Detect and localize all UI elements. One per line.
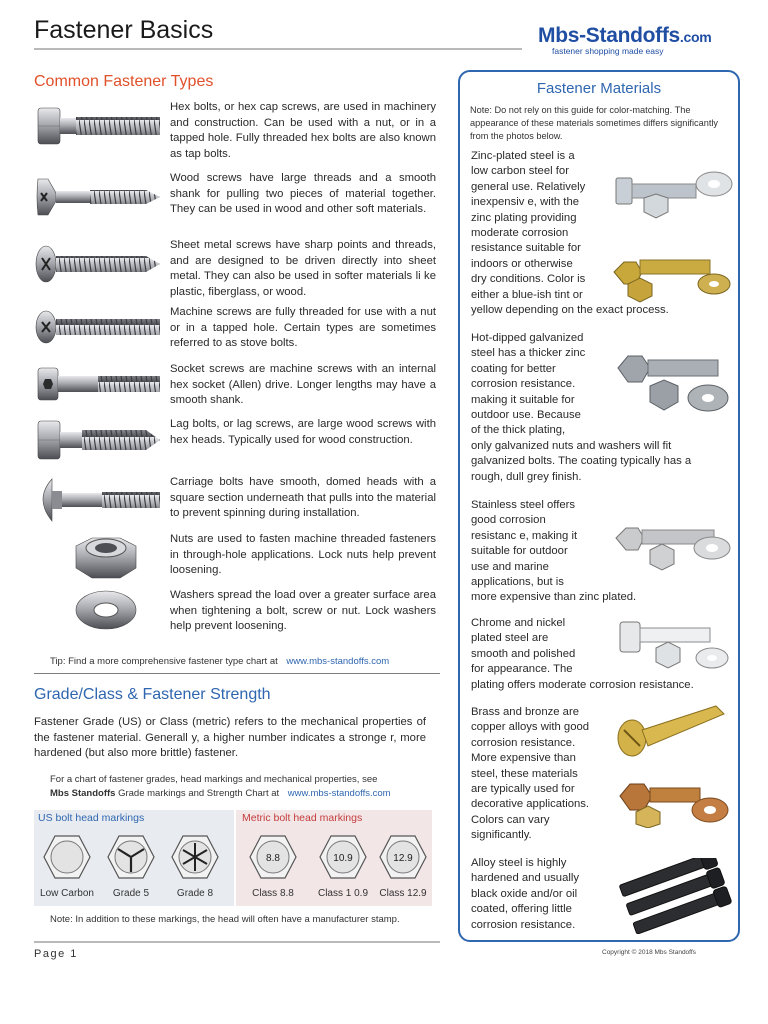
class-8-8-head-icon bbox=[248, 834, 298, 880]
text-line: corrosion resistance. bbox=[471, 918, 576, 931]
text-line: More expensive than bbox=[471, 752, 576, 765]
text-line: are typically used for bbox=[471, 783, 575, 796]
wood-screw-icon bbox=[34, 171, 164, 221]
carriage-bolt-icon bbox=[34, 475, 164, 525]
text-line: yellow depending on the exact process. bbox=[471, 304, 669, 317]
brand-name: Mbs-Standoffs bbox=[538, 24, 680, 47]
materials-heading: Fastener Materials bbox=[536, 80, 662, 97]
text-line: general use. Relatively bbox=[471, 180, 586, 193]
text-line: coating for better bbox=[471, 362, 556, 375]
text-line: more expensive than zinc plated. bbox=[471, 591, 637, 604]
head-marking: 12.9 bbox=[393, 853, 413, 864]
text-line: Brass and bronze are bbox=[471, 706, 580, 718]
fastener-description: Washers spread the load over a greater surface area when tightening a bolt, screw or nut. Lock washers help prevent loosening. bbox=[170, 589, 436, 633]
class-12-9-head-icon bbox=[378, 834, 428, 880]
fastener-description: Machine screws are fully threaded for use with a nut or in a tapped hole. Certain types are sometimes referred to as stove bolts. bbox=[170, 306, 436, 350]
text-line: zinc plating providing bbox=[471, 211, 577, 224]
text-line: either a blue-ish tint or bbox=[471, 288, 583, 301]
stainless-hardware-photo bbox=[610, 508, 735, 578]
head-caption: Grade 5 bbox=[112, 888, 150, 899]
fastener-description: Socket screws are machine screws with an internal hex socket (Allen) drive. Longer lengths may have a smooth shank. bbox=[170, 363, 436, 407]
head-caption: Class 1 0.9 bbox=[317, 888, 369, 899]
page-title: Fastener Basics bbox=[34, 16, 214, 44]
metric-markings-label: Metric bolt head markings bbox=[242, 812, 363, 824]
zinc-hardware-photo bbox=[610, 160, 735, 230]
tip-text: Tip: Find a more comprehensive fastener type chart at bbox=[50, 656, 278, 667]
text-line: black oxide and/or oil bbox=[471, 887, 578, 900]
text-line: inexpensiv e, with the bbox=[471, 196, 580, 209]
text-line: decorative applications. bbox=[471, 798, 590, 811]
tip-link[interactable]: www.mbs-standoffs.com bbox=[286, 656, 390, 667]
text-line: good corrosion bbox=[471, 514, 546, 527]
text-line: moderate corrosion bbox=[471, 227, 569, 240]
copyright-text: Copyright © 2018 Mbs Standoffs bbox=[602, 949, 696, 956]
text-line: outdoor use. Because bbox=[471, 409, 581, 422]
bronze-hardware-photo bbox=[612, 768, 734, 828]
text-line: indoors or otherwise bbox=[471, 257, 573, 270]
text-line: smooth and polished bbox=[471, 647, 576, 660]
fastener-description: Sheet metal screws have sharp points and threads, and are designed to be driven directly into sheet metal. They can also be used in softer materials li ke plastic, fiberglass, or wood. bbox=[170, 239, 436, 298]
low-carbon-head-icon bbox=[42, 834, 92, 880]
head-caption: Class 8.8 bbox=[252, 888, 294, 899]
galvanized-hardware-photo bbox=[612, 338, 734, 426]
text-line: suitable for outdoor bbox=[471, 545, 568, 558]
text-line: Stainless steel offers bbox=[471, 499, 576, 511]
yellow-zinc-hardware-photo bbox=[610, 238, 735, 308]
page-number: Page 1 bbox=[34, 948, 78, 960]
text-line: Zinc-plated steel is a bbox=[471, 150, 575, 162]
chart-note-line2 bbox=[50, 787, 430, 801]
chart-note-text: Grade markings and Strength Chart at bbox=[118, 788, 280, 799]
brand-tagline: fastener shopping made easy bbox=[552, 46, 664, 56]
text-line: Alloy steel is highly bbox=[471, 857, 567, 869]
head-caption: Low Carbon bbox=[40, 888, 94, 899]
footer-divider bbox=[34, 941, 440, 943]
text-line: corrosion resistance. bbox=[471, 378, 576, 391]
fastener-description: Wood screws have large threads and a smooth shank for pulling two pieces of material together. They can be used in wood and other soft materials. bbox=[170, 172, 436, 216]
title-divider bbox=[34, 48, 522, 50]
text-line: only galvanized nuts and washers will fit bbox=[471, 439, 672, 452]
text-line: steel, these materials bbox=[471, 767, 578, 780]
grade-5-head-icon bbox=[106, 834, 156, 880]
text-line: Colors can vary bbox=[471, 813, 550, 826]
fastener-row bbox=[34, 238, 438, 298]
fastener-description: Nuts are used to fasten machine threaded fasteners in through-hole applications. Lock nuts help prevent loosening. bbox=[170, 533, 436, 577]
text-line: for appearance. The bbox=[471, 663, 573, 676]
hex-nut-icon bbox=[34, 532, 164, 582]
fastener-row bbox=[34, 475, 438, 530]
chrome-hardware-photo bbox=[612, 608, 734, 678]
grade-8-head-icon bbox=[170, 834, 220, 880]
washer-icon bbox=[34, 588, 164, 638]
text-line: significantly. bbox=[471, 829, 532, 842]
machine-screw-icon bbox=[34, 305, 164, 355]
text-line: galvanized bolts. The coating typically has a bbox=[471, 455, 692, 468]
text-line: plated steel are bbox=[471, 632, 549, 645]
fastener-row bbox=[34, 417, 438, 467]
materials-note: Note: Do not rely on this guide for color-matching. The appearance of these materials sometimes differs significantly from the photos below. bbox=[470, 105, 719, 141]
text-line: coated, offering little bbox=[471, 903, 572, 916]
class-10-9-head-icon bbox=[318, 834, 368, 880]
head-caption: Class 12.9 bbox=[379, 888, 427, 899]
chart-note-link[interactable]: www.mbs-standoffs.com bbox=[287, 788, 391, 799]
markings-note: Note: In addition to these markings, the head will often have a manufacturer stamp. bbox=[50, 914, 400, 925]
brand-tld: .com bbox=[679, 29, 712, 45]
text-line: of the thick plating, bbox=[471, 424, 566, 437]
text-line: Hot-dipped galvanized bbox=[471, 332, 584, 344]
fastener-description: Carriage bolts have smooth, domed heads with a square section underneath that pulls into the material to prevent spinning during installation. bbox=[170, 476, 436, 520]
grade-heading: Grade/Class & Fastener Strength bbox=[34, 686, 271, 703]
brand-logo[interactable] bbox=[538, 24, 711, 48]
socket-screw-icon bbox=[34, 362, 164, 412]
text-line: making it suitable for bbox=[471, 393, 575, 406]
fastener-row bbox=[34, 362, 438, 412]
text-line: rough, dull grey finish. bbox=[471, 470, 582, 483]
text-line: low carbon steel for bbox=[471, 165, 569, 178]
fastener-row bbox=[34, 100, 438, 160]
alloy-steel-hardware-photo bbox=[612, 858, 734, 934]
text-line: plating offers moderate corrosion resistance. bbox=[471, 678, 694, 691]
head-caption: Grade 8 bbox=[176, 888, 214, 899]
section-divider bbox=[34, 673, 440, 674]
text-line: Chrome and nickel bbox=[471, 617, 566, 629]
hex-bolt-icon bbox=[34, 100, 164, 150]
lag-bolt-icon bbox=[34, 417, 164, 467]
text-line: use and marine bbox=[471, 560, 549, 573]
text-line: resistanc e, making it bbox=[471, 529, 578, 542]
head-marking: 10.9 bbox=[333, 853, 353, 864]
fastener-row bbox=[34, 305, 438, 355]
us-markings-label: US bolt head markings bbox=[38, 812, 145, 824]
text-line: resistance suitable for bbox=[471, 242, 581, 255]
text-line: hardened and usually bbox=[471, 872, 580, 885]
text-line: copper alloys with good bbox=[471, 721, 590, 734]
chart-note-brand: Mbs Standoffs bbox=[50, 788, 116, 799]
tip-note bbox=[50, 656, 389, 667]
head-marking: 8.8 bbox=[266, 853, 280, 864]
fastener-row bbox=[34, 532, 438, 587]
fastener-description: Lag bolts, or lag screws, are large wood screws with hex heads. Typically used for wood construction. bbox=[170, 418, 436, 446]
text-line: steel has a thicker zinc bbox=[471, 347, 586, 360]
grade-description: Fastener Grade (US) or Class (metric) refers to the mechanical properties of the fastener material. Generall y, a higher number indicates a stronge r, more hardened (but also more brittle) fastener. bbox=[34, 716, 426, 760]
brass-hardware-photo bbox=[612, 700, 734, 760]
fastener-description: Hex bolts, or hex cap screws, are used in machinery and construction. Can be used with a nut, or in a tapped hole. Fully threaded hex bolts are also known as tap bolts. bbox=[170, 101, 436, 160]
fastener-row bbox=[34, 171, 438, 231]
chart-note-line1: For a chart of fastener grades, head markings and mechanical properties, see bbox=[50, 774, 378, 785]
text-line: corrosion resistance. bbox=[471, 736, 576, 749]
fastener-row bbox=[34, 588, 438, 643]
fastener-types-heading: Common Fastener Types bbox=[34, 73, 214, 90]
text-line: dry conditions. Color is bbox=[471, 273, 586, 286]
text-line: applications, but is bbox=[471, 576, 564, 589]
sheet-metal-screw-icon bbox=[34, 238, 164, 288]
grade-chart-note bbox=[50, 773, 430, 801]
